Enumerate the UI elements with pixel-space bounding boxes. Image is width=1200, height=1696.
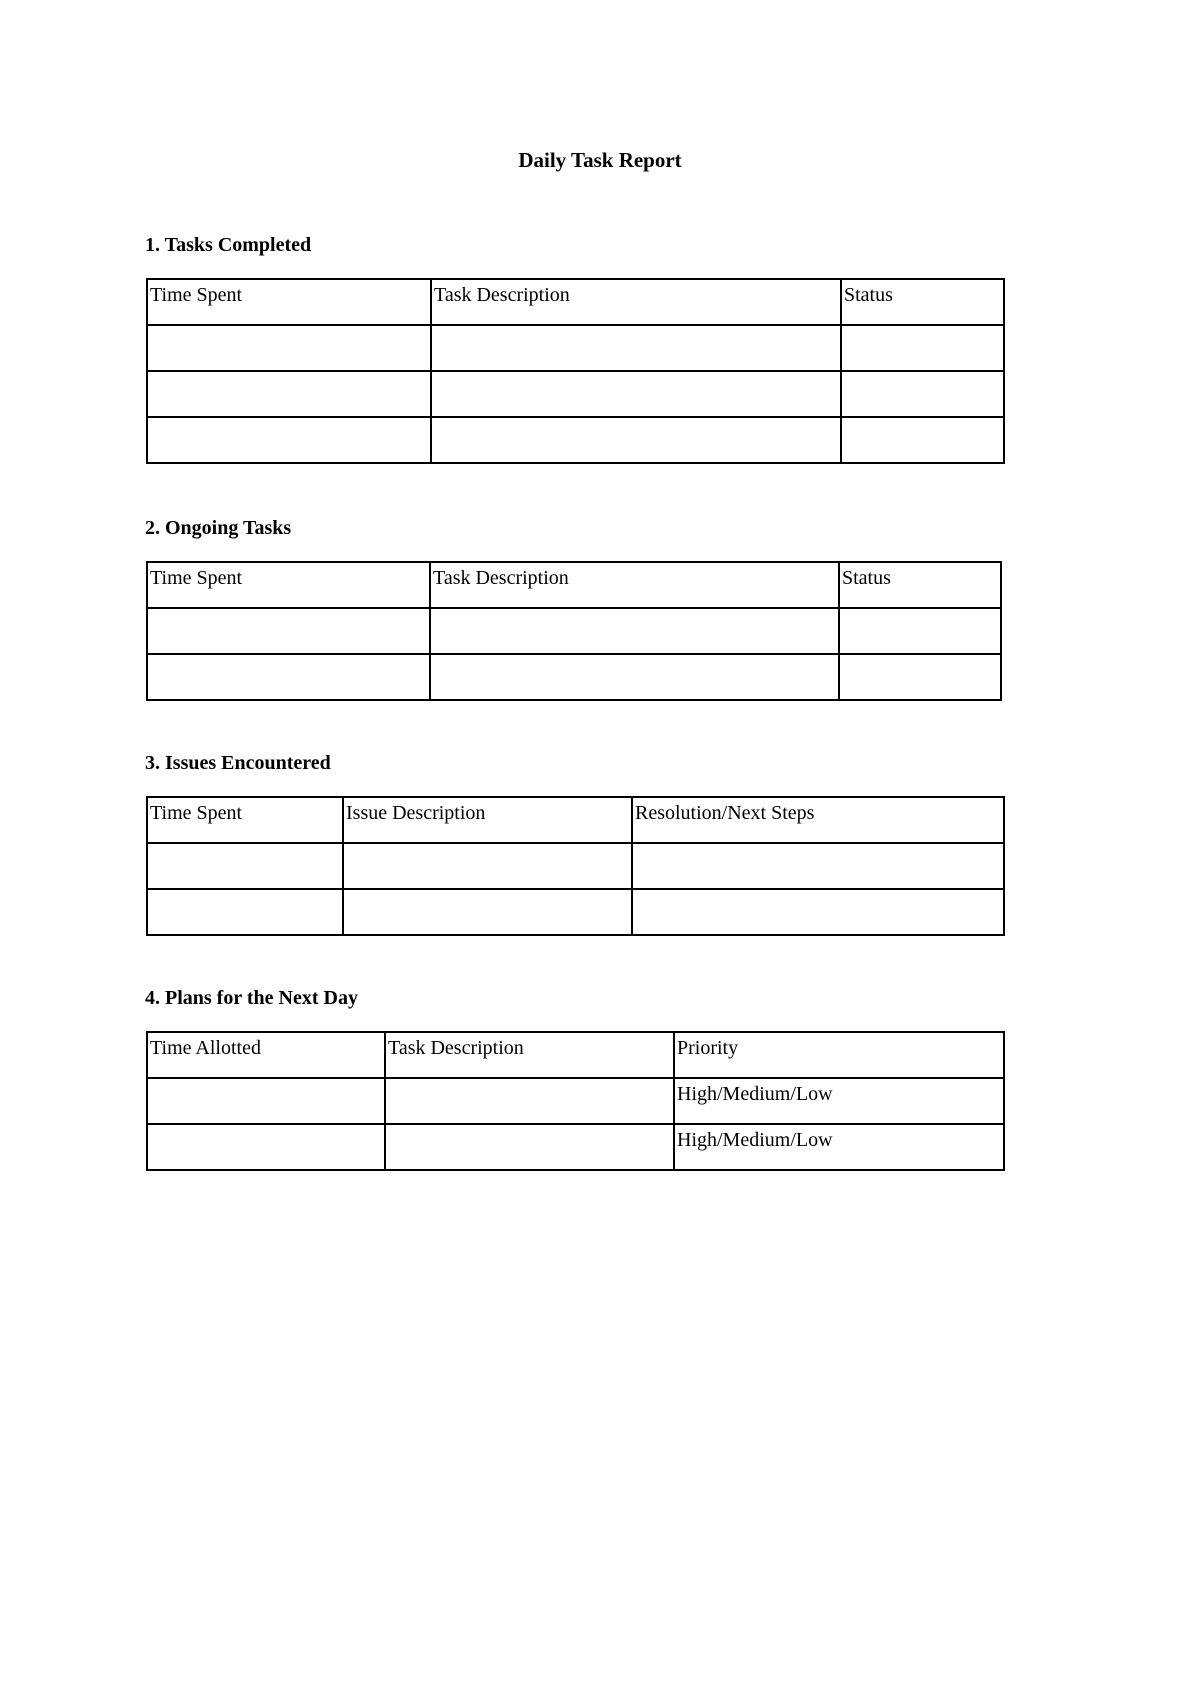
table-header-row <box>147 797 1004 843</box>
column-header: Time Spent <box>147 797 343 843</box>
table-cell[interactable] <box>147 654 430 700</box>
priority-cell[interactable]: High/Medium/Low <box>674 1078 1004 1124</box>
table-cell[interactable] <box>147 843 343 889</box>
table-cell[interactable] <box>839 608 1001 654</box>
issues-encountered-table <box>146 796 1005 936</box>
table-row <box>147 843 1004 889</box>
table-cell[interactable] <box>431 325 841 371</box>
table-cell[interactable] <box>147 417 431 463</box>
table-cell[interactable] <box>430 654 839 700</box>
table-cell[interactable] <box>431 417 841 463</box>
table-cell[interactable] <box>632 889 1004 935</box>
table-cell[interactable] <box>147 371 431 417</box>
column-header: Time Spent <box>147 562 430 608</box>
table-header-row <box>147 1032 1004 1078</box>
table-cell[interactable] <box>147 1078 385 1124</box>
table-cell[interactable] <box>385 1124 674 1170</box>
table-cell[interactable] <box>841 325 1004 371</box>
table-cell[interactable] <box>632 843 1004 889</box>
column-header: Resolution/Next Steps <box>632 797 1004 843</box>
table-row <box>147 1124 1004 1170</box>
table-row <box>147 325 1004 371</box>
column-header: Time Allotted <box>147 1032 385 1078</box>
table-cell[interactable] <box>841 371 1004 417</box>
table-row <box>147 889 1004 935</box>
column-header: Task Description <box>430 562 839 608</box>
table-cell[interactable] <box>385 1078 674 1124</box>
tasks-completed-table <box>146 278 1005 464</box>
column-header: Status <box>839 562 1001 608</box>
table-cell[interactable] <box>430 608 839 654</box>
column-header: Issue Description <box>343 797 632 843</box>
table-cell[interactable] <box>147 608 430 654</box>
column-header: Task Description <box>385 1032 674 1078</box>
ongoing-tasks-table <box>146 561 1002 701</box>
table-cell[interactable] <box>147 1124 385 1170</box>
table-cell[interactable] <box>147 325 431 371</box>
table-cell[interactable] <box>343 843 632 889</box>
table-row <box>147 1078 1004 1124</box>
column-header: Status <box>841 279 1004 325</box>
section-heading-plans-next-day: 4. Plans for the Next Day <box>145 987 358 1009</box>
column-header: Task Description <box>431 279 841 325</box>
table-row <box>147 608 1001 654</box>
priority-cell[interactable]: High/Medium/Low <box>674 1124 1004 1170</box>
table-cell[interactable] <box>147 889 343 935</box>
table-cell[interactable] <box>343 889 632 935</box>
document-title: Daily Task Report <box>518 148 682 172</box>
table-header-row <box>147 279 1004 325</box>
column-header: Time Spent <box>147 279 431 325</box>
table-row <box>147 371 1004 417</box>
table-row <box>147 654 1001 700</box>
section-heading-ongoing-tasks: 2. Ongoing Tasks <box>145 517 292 539</box>
table-cell[interactable] <box>841 417 1004 463</box>
table-header-row <box>147 562 1001 608</box>
column-header: Priority <box>674 1032 1004 1078</box>
table-cell[interactable] <box>839 654 1001 700</box>
plans-next-day-table <box>146 1031 1005 1171</box>
table-row <box>147 417 1004 463</box>
section-heading-issues-encountered: 3. Issues Encountered <box>145 752 331 774</box>
table-cell[interactable] <box>431 371 841 417</box>
section-heading-tasks-completed: 1. Tasks Completed <box>145 234 312 256</box>
